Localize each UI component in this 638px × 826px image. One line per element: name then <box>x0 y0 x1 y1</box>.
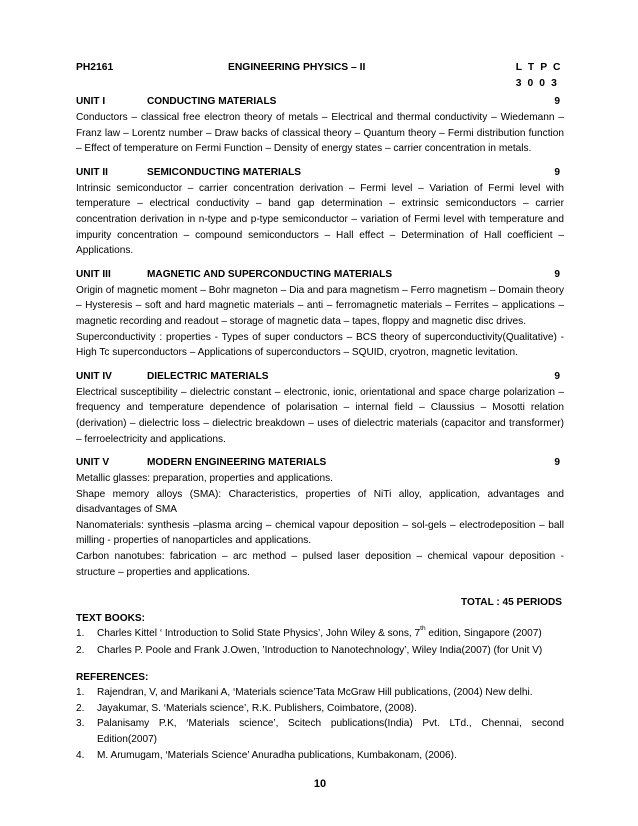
unit-hours: 9 <box>554 268 560 280</box>
unit-heading <box>76 165 564 181</box>
item-number: 2. <box>76 645 85 657</box>
reference-item <box>76 701 564 717</box>
item-number: 2. <box>76 702 85 714</box>
unit-number: UNIT II <box>76 166 108 178</box>
course-code: PH2161 <box>76 62 114 73</box>
text-books-heading: TEXT BOOKS: <box>76 612 145 624</box>
course-header <box>76 60 564 92</box>
unit-paragraph: Metallic glasses: preparation, properties and applications. <box>76 473 333 485</box>
unit-hours: 9 <box>554 370 560 382</box>
item-number: 4. <box>76 749 85 761</box>
unit-number: UNIT IV <box>76 370 112 382</box>
total-periods: TOTAL : 45 PERIODS <box>461 597 562 609</box>
unit-hours: 9 <box>554 96 560 107</box>
unit-paragraph: Superconductivity : properties - Types of super conductors – BCS theory of superconductivity(Qualitative) - High Tc superconductors – Applications of superconductors – SQUID, cryotron, magnetic levitation. <box>76 331 564 359</box>
text-book-item <box>76 643 564 659</box>
page-number: 10 <box>313 778 327 790</box>
unit-title: CONDUCTING MATERIALS <box>147 96 277 107</box>
text-books-list <box>76 626 564 658</box>
text-book-item <box>76 626 564 643</box>
unit-number: UNIT III <box>76 268 111 280</box>
unit-number: UNIT V <box>76 457 110 469</box>
unit-title: DIELECTRIC MATERIALS <box>147 370 269 382</box>
course-title: ENGINEERING PHYSICS – II <box>228 62 366 73</box>
unit-heading <box>76 369 564 385</box>
unit-heading <box>76 455 564 471</box>
item-text: M. Arumugam, ‘Materials Science’ Anuradha publications, Kumbakonam, (2006). <box>97 749 457 761</box>
references-list <box>76 685 564 763</box>
unit-title: MODERN ENGINEERING MATERIALS <box>147 457 327 469</box>
unit-heading <box>76 94 564 110</box>
item-text: Rajendran, V, and Marikani A, ‘Materials science’Tata McGraw Hill publications, (2004) New delhi. <box>97 687 533 699</box>
unit-number: UNIT I <box>76 96 106 107</box>
unit-title: MAGNETIC AND SUPERCONDUCTING MATERIALS <box>147 268 393 280</box>
reference-item <box>76 685 564 701</box>
reference-item <box>76 716 564 747</box>
unit-paragraph: Shape memory alloys (SMA): Characteristics, properties of NiTi alloy, application, advantages and disadvantages of SMA <box>76 488 564 516</box>
document-page <box>76 60 564 790</box>
unit-paragraph: Intrinsic semiconductor – carrier concentration derivation – Fermi level – Variation of Fermi level with temperature – electrical conductivity – band gap determination – extrinsic semiconductors – carrier concentration derivation in n-type and p-type semiconductor – variation of Fermi level with temperature and impurity concentration – compound semiconductors – Hall effect – Determination of Hall coefficient – Applications. <box>76 182 564 257</box>
unit-paragraph: Origin of magnetic moment – Bohr magneton – Dia and para magnetism – Ferro magnetism – Domain theory – Hysteresis – soft and hard magnetic materials – anti – ferromagnetic materials – Ferrites – applications – magnetic recording and readout – storage of magnetic data – tapes, floppy and magnetic disc drives. <box>76 284 564 327</box>
item-text: Jayakumar, S. ‘Materials science’, R.K. Publishers, Coimbatore, (2008). <box>97 702 417 714</box>
item-text: Palanisamy P.K, ‘Materials science’, Scitech publications(India) Pvt. LTd., Chennai, second Edition(2007) <box>97 718 564 745</box>
item-number: 1. <box>76 628 85 640</box>
ltpc-block <box>516 60 562 92</box>
item-text: Charles P. Poole and Frank J.Owen, ’Introduction to Nanotechnology’, Wiley India(2007) (for Unit V) <box>97 645 543 657</box>
superscript: th <box>420 625 426 633</box>
unit-hours: 9 <box>554 457 560 469</box>
unit-hours: 9 <box>554 166 560 178</box>
item-text-cont: edition, Singapore (2007) <box>425 628 542 640</box>
item-number: 1. <box>76 687 85 699</box>
unit-paragraph: Electrical susceptibility – dielectric constant – electronic, ionic, orientational and space charge polarization – frequency and temperature dependence of polarisation – internal field – Claussius – Mosotti relation (derivation) – dielectric loss – dielectric breakdown – uses of dielectric materials (capacitor and transformer) – ferroelectricity and applications. <box>76 386 564 445</box>
ltpc-values: 3 0 0 3 <box>515 78 559 89</box>
unit-paragraph: Conductors – classical free electron theory of metals – Electrical and thermal conductivity – Wiedemann – Franz law – Lorentz number – Draw backs of classical theory – Quantum theory – Fermi distribution function – Effect of temperature on Fermi Function – Density of energy states – carrier concentration in metals. <box>76 112 564 155</box>
item-number: 3. <box>76 718 85 730</box>
unit-title: SEMICONDUCTING MATERIALS <box>147 166 302 178</box>
references-heading: REFERENCES: <box>76 671 149 683</box>
item-text: Charles Kittel ‘ Introduction to Solid State Physics’, John Wiley & sons, 7 <box>97 628 421 640</box>
reference-item <box>76 748 564 764</box>
unit-heading <box>76 267 564 283</box>
units-section <box>76 94 564 580</box>
unit-paragraph: Carbon nanotubes: fabrication – arc method – pulsed laser deposition – chemical vapour deposition - structure – properties and applications. <box>76 551 564 578</box>
ltpc-label: L T P C <box>515 62 562 73</box>
unit-paragraph: Nanomaterials: synthesis –plasma arcing – chemical vapour deposition – sol-gels – electrodeposition – ball milling - properties of nanoparticles and applications. <box>76 519 564 547</box>
